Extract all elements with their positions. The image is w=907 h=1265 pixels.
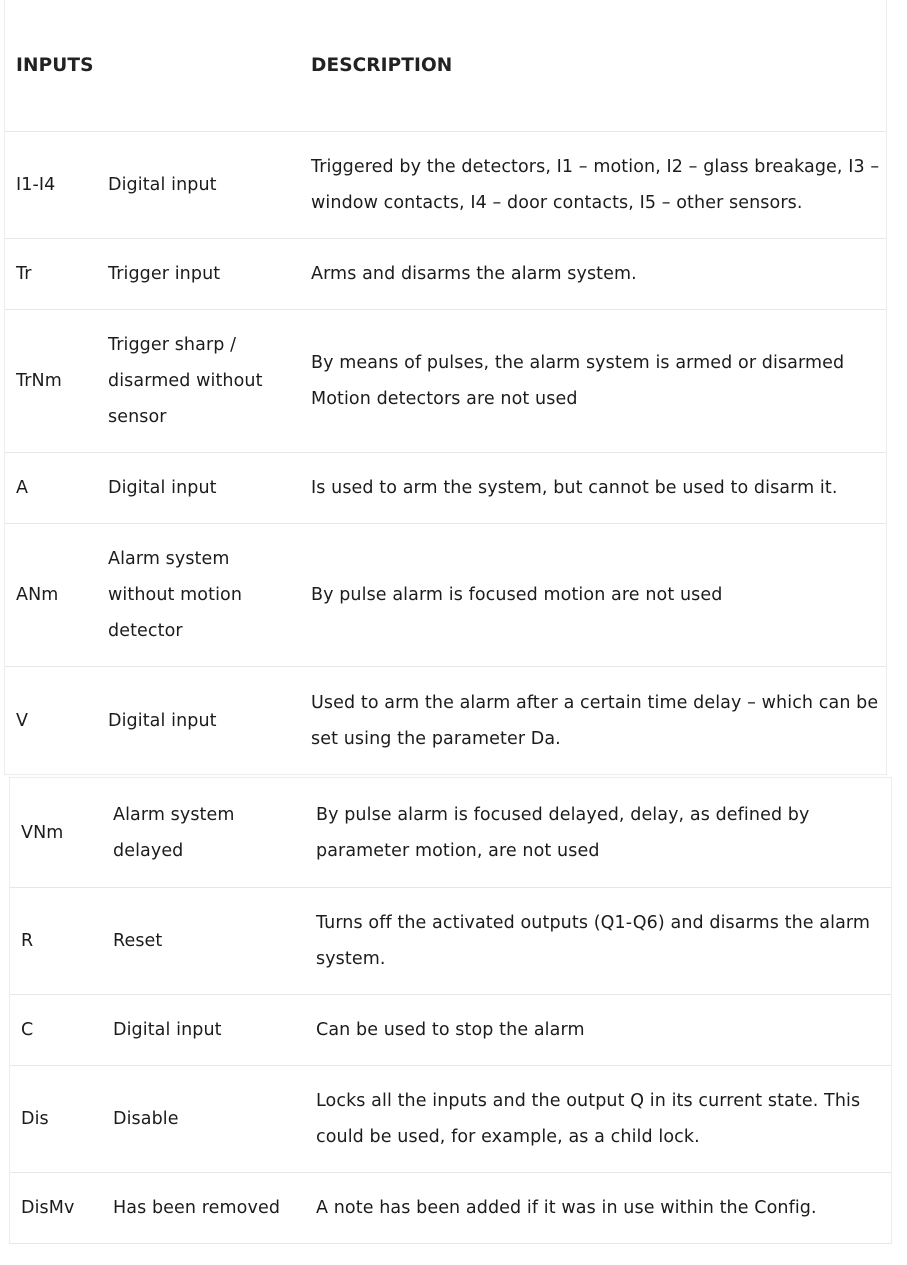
input-description: Triggered by the detectors, I1 – motion, I2 – glass breakage, I3 – window contacts, I4 – door contacts, I5 – other sensors. bbox=[311, 157, 880, 213]
input-type: Trigger input bbox=[108, 264, 221, 284]
input-code: VNm bbox=[21, 822, 64, 843]
input-description: By pulse alarm is focused motion are not used bbox=[311, 585, 723, 605]
input-code: DisMv bbox=[21, 1198, 75, 1218]
input-code: Tr bbox=[16, 264, 32, 284]
input-description: Turns off the activated outputs (Q1-Q6) and disarms the alarm system. bbox=[316, 913, 871, 969]
input-type: Disable bbox=[113, 1109, 179, 1129]
input-type: Has been removed bbox=[113, 1198, 281, 1218]
input-description: Arms and disarms the alarm system. bbox=[311, 264, 637, 284]
input-type: Alarm system delayed bbox=[113, 804, 235, 861]
input-code: V bbox=[16, 710, 29, 731]
table-row bbox=[5, 132, 886, 239]
input-code: R bbox=[21, 931, 34, 951]
input-description: Is used to arm the system, but cannot be used to disarm it. bbox=[311, 478, 838, 498]
table-row bbox=[5, 453, 886, 524]
input-description: By pulse alarm is focused delayed, delay, as defined by parameter motion, are not used bbox=[316, 804, 810, 861]
table-row bbox=[10, 995, 891, 1066]
table-row bbox=[10, 1066, 891, 1173]
table-row bbox=[10, 1173, 891, 1244]
input-type: Digital input bbox=[108, 710, 217, 731]
table-header-row bbox=[5, 0, 886, 132]
table-row bbox=[5, 310, 886, 453]
input-description: A note has been added if it was in use within the Config. bbox=[316, 1198, 817, 1218]
table-row bbox=[10, 778, 891, 888]
inputs-table-part-1 bbox=[4, 0, 887, 775]
table-row bbox=[5, 667, 886, 774]
input-type: Alarm system without motion detector bbox=[108, 549, 243, 641]
input-code: C bbox=[21, 1020, 34, 1040]
input-code: TrNm bbox=[16, 371, 62, 391]
input-type: Reset bbox=[113, 931, 163, 951]
input-description: Can be used to stop the alarm bbox=[316, 1020, 585, 1040]
input-description: Used to arm the alarm after a certain time delay – which can be set using the parameter Da. bbox=[311, 692, 879, 749]
input-type: Digital input bbox=[108, 175, 217, 195]
input-type: Digital input bbox=[113, 1020, 222, 1040]
input-description: Locks all the inputs and the output Q in its current state. This could be used, for example, as a child lock. bbox=[316, 1091, 861, 1147]
input-code: A bbox=[16, 478, 29, 498]
input-code: ANm bbox=[16, 585, 59, 605]
description-column-header: DESCRIPTION bbox=[311, 54, 453, 76]
input-type: Digital input bbox=[108, 478, 217, 498]
inputs-column-header: INPUTS bbox=[16, 54, 94, 76]
input-description: By means of pulses, the alarm system is armed or disarmed Motion detectors are not used bbox=[311, 353, 845, 409]
input-code: I1-I4 bbox=[16, 175, 56, 195]
table-row bbox=[10, 888, 891, 995]
table-row bbox=[5, 524, 886, 667]
input-type: Trigger sharp / disarmed without sensor bbox=[108, 335, 263, 427]
input-code: Dis bbox=[21, 1109, 49, 1129]
table-row bbox=[5, 239, 886, 310]
inputs-table-part-2 bbox=[9, 777, 892, 1244]
